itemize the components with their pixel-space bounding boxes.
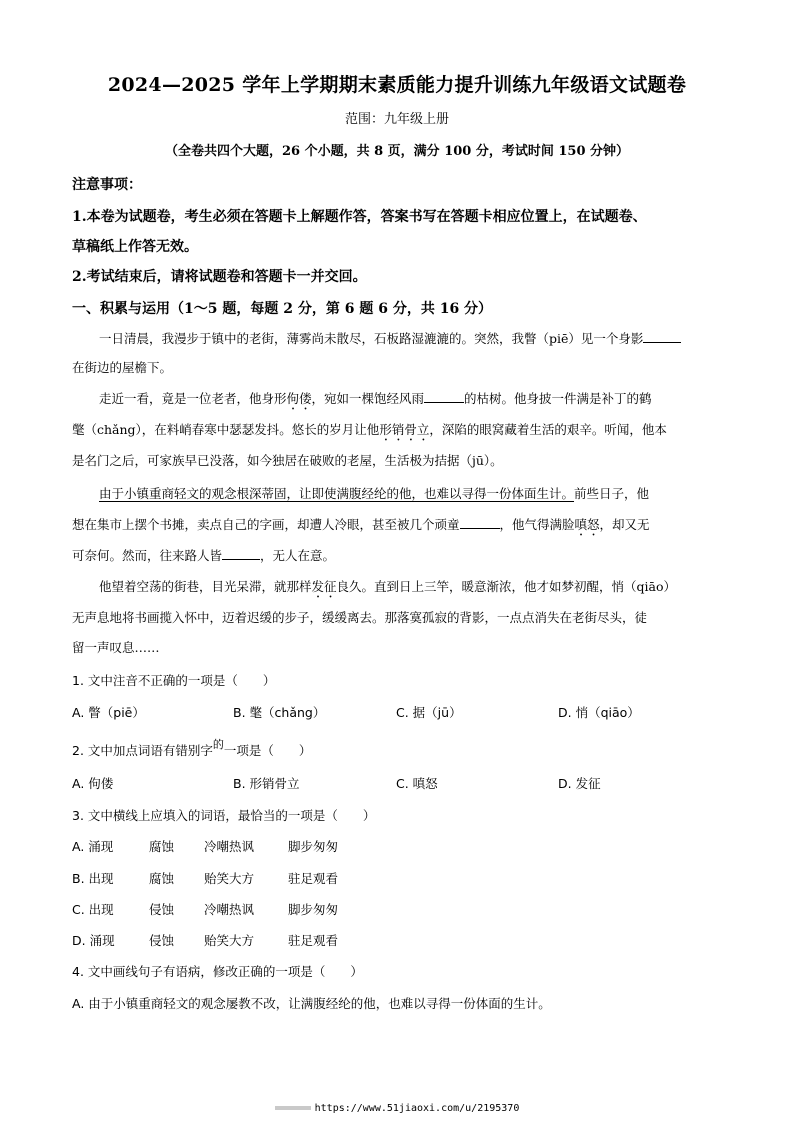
passage-p2-line1: 走近一看，竟是一位老者，他身形佝偻，宛如一棵饱经风雨 的枯树。他身披一件满是补丁的鹤 <box>99 391 652 406</box>
q1-option-b: B. 氅（chǎng） <box>233 705 326 720</box>
exam-scope: 范围：九年级上册 <box>344 112 449 127</box>
q3-option-b-word-4: 驻足观看 <box>288 871 339 886</box>
q2-option-b: B. 形销骨立 <box>233 776 300 791</box>
passage-p3-line1: 由于小镇重商轻文的观念根深蒂固，让即使满腹经纶的他，也难以寻得一份体面生计。前些日子，他 <box>99 486 650 501</box>
q3-option-a-word-2: 腐蚀 <box>149 839 175 854</box>
q3-option-c: C. 出现 <box>72 902 114 917</box>
question-3: 3. 文中横线上应填入的词语，最恰当的一项是（ ） <box>72 808 376 823</box>
section-1-heading: 一、积累与运用（1～5 题，每题 2 分，第 6 题 6 分，共 16 分） <box>72 301 493 317</box>
q1-option-d: D. 悄（qiāo） <box>558 705 640 720</box>
passage-p2-line2: 氅（chǎng），在料峭春寒中瑟瑟发抖。悠长的岁月让他形销骨立，深陷的眼窝藏着生活的艰辛。听闻，他本 <box>72 422 667 437</box>
question-2: 2. 文中加点词语有错别字的一项是（ ） <box>72 738 312 758</box>
notice-item-2: 2.考试结束后，请将试题卷和答题卡一并交回。 <box>72 269 367 285</box>
q2-option-c: C. 嗔怒 <box>396 776 438 791</box>
q3-option-c-word-4: 脚步匆匆 <box>288 902 339 917</box>
q3-option-b: B. 出现 <box>72 871 114 886</box>
q1-option-c: C. 据（jū） <box>396 705 462 720</box>
q3-option-c-word-2: 侵蚀 <box>149 902 175 917</box>
question-1: 1. 文中注音不正确的一项是（ ） <box>72 673 276 688</box>
q3-option-d-word-3: 贻笑大方 <box>204 933 255 948</box>
q3-option-d-word-2: 侵蚀 <box>149 933 175 948</box>
dotted-word-4: 发征 <box>311 579 337 594</box>
footer-url[interactable]: https://www.51jiaoxi.com/u/2195370 <box>314 1103 520 1114</box>
passage-p4-line3: 留一声叹息…… <box>72 640 160 655</box>
q4-option-a: A. 由于小镇重商轻文的观念屡教不改，让满腹经纶的他，也难以寻得一份体面的生计。 <box>72 996 551 1011</box>
watermark-logo <box>275 1106 311 1110</box>
q3-option-a-word-3: 冷嘲热讽 <box>204 839 255 854</box>
blank-2 <box>424 390 464 403</box>
q3-option-a: A. 涌现 <box>72 839 114 854</box>
q3-option-d-word-4: 驻足观看 <box>288 933 339 948</box>
q3-option-d: D. 涌现 <box>72 933 115 948</box>
blank-4 <box>222 547 260 560</box>
q1-option-a: A. 瞥（piē） <box>72 705 145 720</box>
passage-p4-line1: 他望着空荡的街巷，目光呆滞，就那样发征良久。直到日上三竿，暖意渐浓，他才如梦初醒，悄（qiāo） <box>99 579 677 594</box>
q2-option-d: D. 发征 <box>558 776 601 791</box>
blank-3 <box>460 516 500 529</box>
q3-option-a-word-4: 脚步匆匆 <box>288 839 339 854</box>
dotted-word-3: 嗔怒 <box>574 517 600 532</box>
footer-watermark <box>0 1103 794 1114</box>
q2-option-a: A. 佝偻 <box>72 776 114 791</box>
passage-p4-line2: 无声息地将书画揽入怀中，迈着迟缓的步子，缓缓离去。那落寞孤寂的背影，一点点消失在老街尽头，徒 <box>72 610 648 625</box>
passage-p1-line2: 在街边的屋檐下。 <box>72 360 173 375</box>
notice-item-1-cont: 草稿纸上作答无效。 <box>72 239 198 255</box>
passage-p2-line3: 是名门之后，可家族早已没落，如今独居在破败的老屋，生活极为拮据（jū）。 <box>72 453 503 468</box>
q3-option-c-word-3: 冷嘲热讽 <box>204 902 255 917</box>
dotted-word-1: 佝偻 <box>286 391 312 406</box>
passage-p1-line1: 一日清晨，我漫步于镇中的老街，薄雾尚未散尽，石板路湿漉漉的。突然，我瞥（piē）见一个身影 <box>99 329 681 347</box>
question-4: 4. 文中画线句子有语病，修改正确的一项是（ ） <box>72 964 363 979</box>
notice-item-1: 1.本卷为试题卷，考生必须在答题卡上解题作答，答案书写在答题卡相应位置上，在试题卷、 <box>72 209 647 225</box>
passage-p3-line2: 想在集市上摆个书摊，卖点自己的字画，却遭人冷眼，甚至被几个顽童 ，他气得满脸嗔怒，却又无 <box>72 517 650 532</box>
q3-option-b-word-3: 贻笑大方 <box>204 871 255 886</box>
blank-1 <box>643 330 681 343</box>
exam-info: （全卷共四个大题，26 个小题，共 8 页，满分 100 分，考试时间 150 分钟） <box>164 144 630 159</box>
notice-heading: 注意事项： <box>72 177 142 193</box>
page-title: 2024—2025 学年上学期期末素质能力提升训练九年级语文试题卷 <box>107 74 687 96</box>
q3-option-b-word-2: 腐蚀 <box>149 871 175 886</box>
passage-p3-line3: 可奈何。然而，往来路人皆 ，无人在意。 <box>72 548 336 563</box>
dotted-word-2: 形销骨立 <box>379 422 430 437</box>
underlined-sentence: 由于小镇重商轻文的观念根深蒂固，让即使满腹经纶的他，也难以寻得一份体面生计。 <box>99 486 575 501</box>
